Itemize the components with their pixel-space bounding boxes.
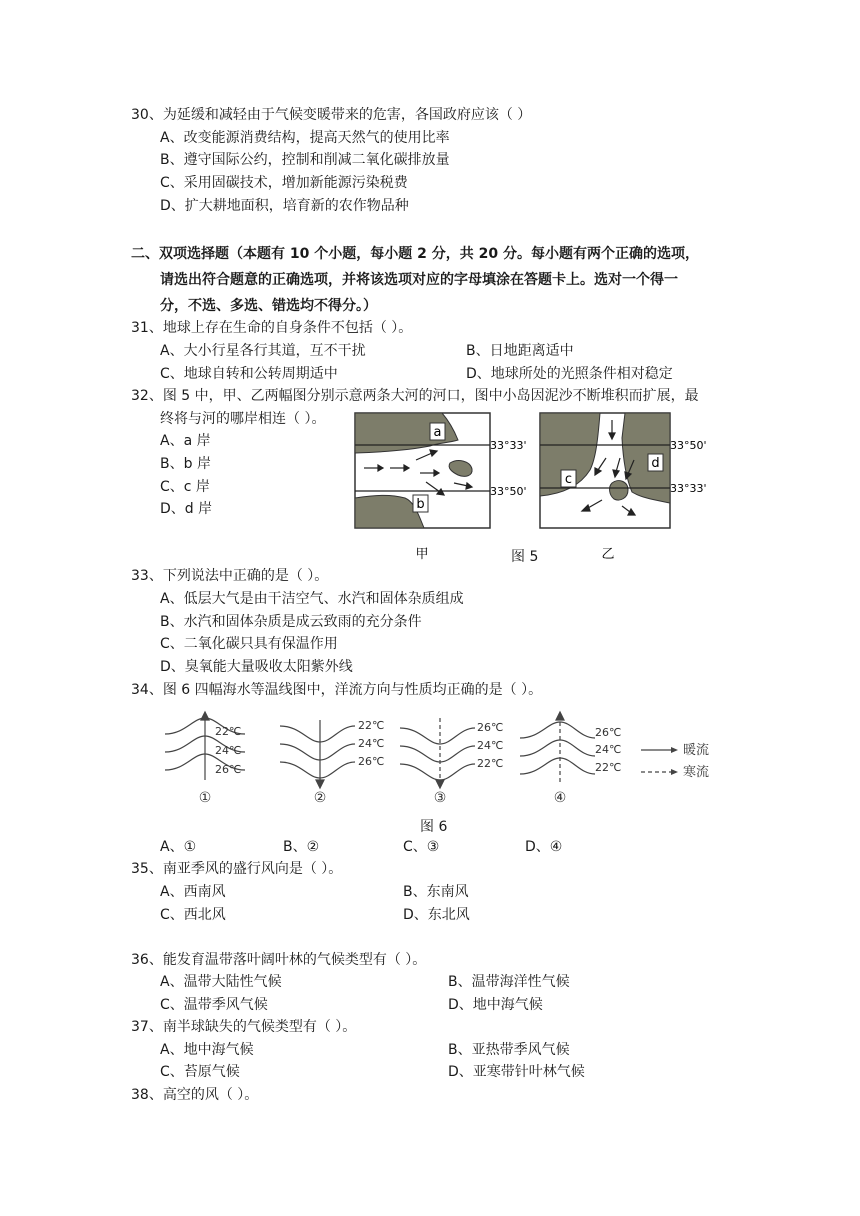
- panel-4-temp-3: 22℃: [595, 761, 622, 774]
- q35-stem: 35、南亚季风的盛行风向是（ ）。: [131, 861, 343, 877]
- q37-option-b: B、亚热带季风气候: [448, 1042, 570, 1058]
- q30-option-d: D、扩大耕地面积，培育新的农作物品种: [160, 198, 409, 214]
- section2-heading-line1: 二、双项选择题（本题有 10 个小题，每小题 2 分，共 20 分。每小题有两个正确的选项，: [131, 246, 699, 262]
- q32-stem-line1: 32、图 5 中，甲、乙两幅图分别示意两条大河的河口，图中小岛因泥沙不断堆积而扩展，最: [131, 388, 699, 404]
- panel-3-number: ③: [433, 790, 447, 806]
- q33-option-d: D、臭氧能大量吸收太阳紫外线: [160, 659, 353, 675]
- q31-stem: 31、地球上存在生命的自身条件不包括（ ）。: [131, 320, 413, 336]
- q33-option-a: A、低层大气是由干洁空气、水汽和固体杂质组成: [160, 591, 464, 607]
- q34-option-a: A、①: [160, 839, 197, 855]
- q31-option-d: D、地球所处的光照条件相对稳定: [466, 366, 673, 382]
- q37-stem: 37、南半球缺失的气候类型有（ ）。: [131, 1019, 357, 1035]
- q31-option-a: A、大小行星各行其道，互不干扰: [160, 343, 366, 359]
- jia-lat-bottom: 33°50': [490, 485, 527, 498]
- q34-option-b: B、②: [283, 839, 320, 855]
- q36-option-a: A、温带大陆性气候: [160, 974, 282, 990]
- q34-option-d: D、④: [525, 839, 563, 855]
- q38-stem: 38、高空的风（ ）。: [131, 1087, 259, 1103]
- isotherm-panel-2: [280, 720, 355, 788]
- panel-4-temp-2: 24℃: [595, 743, 622, 756]
- q33-option-c: C、二氧化碳只具有保温作用: [160, 636, 338, 652]
- jia-lat-top: 33°33': [490, 439, 527, 452]
- label-d: d: [651, 456, 660, 471]
- label-a: a: [433, 425, 442, 440]
- panel-2-temp-3: 26℃: [358, 755, 385, 768]
- q32-option-d: D、d 岸: [160, 501, 213, 517]
- figure-6: [155, 710, 735, 810]
- section2-heading-line3: 分，不选、多选、错选均不得分。）: [160, 298, 377, 314]
- q32-option-c: C、c 岸: [160, 479, 210, 495]
- panel-3-temp-2: 24℃: [477, 739, 504, 752]
- legend-warm: [641, 742, 709, 758]
- legend-cold-label: 寒流: [683, 765, 710, 780]
- label-jia: 甲: [415, 547, 429, 562]
- panel-2-number: ②: [313, 790, 327, 806]
- yi-lat-top: 33°50': [670, 439, 707, 452]
- panel-1-temp-3: 26℃: [215, 763, 242, 776]
- q32-stem-line2: 终将与河的哪岸相连（ ）。: [160, 411, 326, 427]
- q30-option-a: A、改变能源消费结构，提高天然气的使用比率: [160, 130, 450, 146]
- legend-warm-label: 暖流: [683, 743, 710, 758]
- q37-option-a: A、地中海气候: [160, 1042, 254, 1058]
- q33-option-b: B、水汽和固体杂质是成云致雨的充分条件: [160, 614, 422, 630]
- q36-option-d: D、地中海气候: [448, 997, 543, 1013]
- q32-option-a: A、a 岸: [160, 433, 211, 449]
- panel-4-temp-1: 26℃: [595, 726, 622, 739]
- panel-2-temp-1: 22℃: [358, 719, 385, 732]
- section2-heading-line2: 请选出符合题意的正确选项，并将该选项对应的字母填涂在答题卡上。选对一个得一: [160, 272, 678, 288]
- isotherm-panel-4: [520, 712, 595, 782]
- legend-cold: [641, 764, 709, 780]
- map-jia: [355, 413, 527, 562]
- q30-stem: 30、为延缓和减轻由于气候变暖带来的危害，各国政府应该（ ）: [131, 107, 532, 123]
- q35-option-a: A、西南风: [160, 884, 226, 900]
- q35-option-c: C、西北风: [160, 907, 226, 923]
- q31-option-b: B、日地距离适中: [466, 343, 574, 359]
- label-yi: 乙: [601, 547, 615, 562]
- map-yi: [540, 413, 707, 562]
- panel-4-number: ④: [553, 790, 567, 806]
- q35-option-b: B、东南风: [403, 884, 469, 900]
- q32-option-b: B、b 岸: [160, 456, 211, 472]
- isotherm-panel-3: [400, 718, 475, 788]
- q34-stem: 34、图 6 四幅海水等温线图中，洋流方向与性质均正确的是（ ）。: [131, 682, 543, 698]
- panel-1-number: ①: [198, 790, 212, 806]
- q35-option-d: D、东北风: [403, 907, 470, 923]
- panel-3-temp-1: 26℃: [477, 721, 504, 734]
- q33-stem: 33、下列说法中正确的是（ ）。: [131, 568, 329, 584]
- panel-3-temp-3: 22℃: [477, 757, 504, 770]
- panel-2-temp-2: 24℃: [358, 737, 385, 750]
- panel-1-temp-1: 22℃: [215, 725, 242, 738]
- q37-option-d: D、亚寒带针叶林气候: [448, 1064, 585, 1080]
- q36-stem: 36、能发育温带落叶阔叶林的气候类型有（ ）。: [131, 952, 427, 968]
- yi-lat-bottom: 33°33': [670, 482, 707, 495]
- panel-1-temp-2: 24℃: [215, 744, 242, 757]
- label-b: b: [416, 497, 425, 512]
- q30-option-c: C、采用固碳技术，增加新能源污染税费: [160, 175, 408, 191]
- q36-option-c: C、温带季风气候: [160, 997, 268, 1013]
- q36-option-b: B、温带海洋性气候: [448, 974, 570, 990]
- figure-5-caption: 图 5: [511, 549, 539, 565]
- q34-option-c: C、③: [403, 839, 440, 855]
- figure-6-caption: 图 6: [420, 819, 448, 835]
- q30-option-b: B、遵守国际公约，控制和削减二氧化碳排放量: [160, 152, 450, 168]
- label-c: c: [564, 472, 573, 487]
- q31-option-c: C、地球自转和公转周期适中: [160, 366, 338, 382]
- q37-option-c: C、苔原气候: [160, 1064, 240, 1080]
- figure-5: [350, 408, 720, 563]
